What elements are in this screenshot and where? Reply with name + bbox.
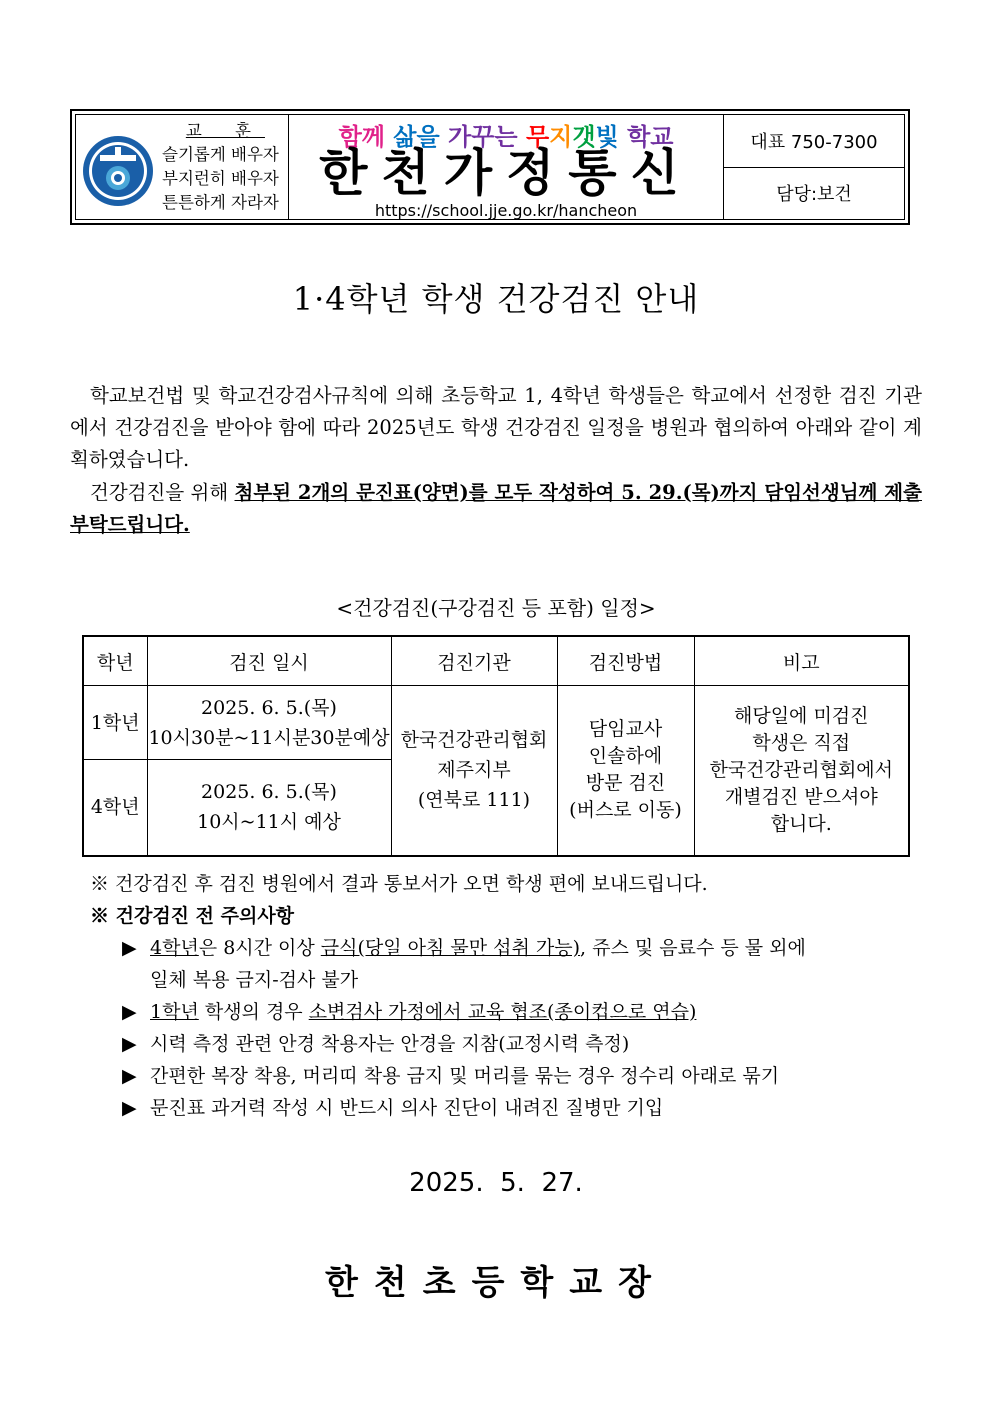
motto-title: 교 훈 [185, 121, 265, 140]
masthead-cell [289, 115, 724, 219]
method-line: 인솔하에 [588, 745, 663, 768]
datetime-cell [147, 686, 391, 760]
bullet-arrow-icon: ▶ [122, 1097, 137, 1119]
schedule-caption: <건강검진(구강검진 등 포함) 일정> [336, 596, 656, 620]
remark-line: 해당일에 미검진 [733, 704, 869, 727]
slogan-part: 빛 [595, 123, 619, 151]
method-line: 담임교사 [588, 718, 663, 741]
motto-line-3: 튼튼하게 자라자 [162, 193, 279, 212]
school-url[interactable]: https://school.jje.go.kr/hancheon [374, 201, 638, 220]
method-line: (버스로 이동) [569, 799, 682, 822]
motto-line-2: 부지런히 배우자 [162, 169, 279, 188]
request-text: 건강검진을 위해 [90, 481, 235, 504]
slogan-part: 지 [549, 123, 573, 151]
table-header-row [83, 636, 909, 686]
remark-line: 학생은 직접 [752, 731, 851, 754]
remark-line: 개별검진 받으셔야 [724, 785, 878, 808]
header-institution: 검진기관 [391, 636, 557, 686]
remark-line: 한국건강관리협회에서 [709, 758, 894, 781]
header-method: 검진방법 [557, 636, 694, 686]
caution-title: ※ 건강검진 전 주의사항 [90, 905, 295, 927]
principal-signature: 한천초등학교장 [325, 1263, 667, 1303]
institution-branch: 제주지부 [437, 759, 511, 782]
motto-line-1: 슬기롭게 배우자 [162, 145, 279, 164]
institution-cell [391, 686, 557, 856]
method-line: 방문 검진 [585, 772, 666, 795]
method-cell [557, 686, 694, 856]
newsletter-name: 한천가정통신 [319, 144, 693, 202]
header-datetime: 검진 일시 [147, 636, 391, 686]
remark-line: 합니다. [770, 812, 832, 835]
result-notice: ※ 건강검진 후 검진 병원에서 결과 통보서가 오면 학생 편에 보내드립니다. [90, 873, 708, 895]
issue-date: 2025. 5. 27. [409, 1168, 583, 1198]
bullet-arrow-icon: ▶ [122, 1001, 137, 1023]
header-grade: 학년 [83, 636, 147, 686]
bullet-arrow-icon: ▶ [122, 1065, 137, 1087]
checkup-time: 10시30분~11시분30분예상 [148, 726, 390, 749]
phone-number: 대표 750-7300 [724, 115, 904, 168]
header-remark: 비고 [694, 636, 909, 686]
intro-text: 학교보건법 및 학교건강검사규칙에 의해 초등학교 1, 4학년 학생들은 학교에서 선정한 검진 기관에서 건강검진을 받아야 함에 따라 2025년도 학생 건강검진 일정을 병원과 협의하여 아래와 같이 계획하였습니다. [70, 384, 922, 471]
document-title: 1·4학년 학생 건강검진 안내 [292, 280, 700, 318]
caution-item: ▶ 1학년 학생의 경우 소변검사 가정에서 교육 협조(종이컵으로 연습) [90, 996, 910, 1028]
bullet-arrow-icon: ▶ [122, 937, 137, 959]
caution-item: ▶ 4학년은 8시간 이상 금식(당일 아침 물만 섭취 가능), 쥬스 및 음료수 등 물 외에 [90, 932, 910, 964]
school-motto-cell [76, 115, 289, 219]
caution-item: ▶ 문진표 과거력 작성 시 반드시 의사 진단이 내려진 질병만 기입 [90, 1092, 910, 1124]
slogan-part: 가꾸는 [448, 123, 518, 151]
contact-cell [724, 115, 904, 219]
notes-section [90, 868, 910, 1124]
table-row [83, 686, 909, 760]
intro-paragraph [70, 380, 922, 476]
school-emblem-icon [82, 135, 154, 207]
motto-block [162, 119, 279, 215]
checkup-schedule-table [82, 635, 910, 857]
caution-item: ▶ 시력 측정 관련 안경 착용자는 안경을 지참(교정시력 측정) [90, 1028, 910, 1060]
grade-cell: 1학년 [83, 686, 147, 760]
remark-cell [694, 686, 909, 856]
checkup-date: 2025. 6. 5.(목) [201, 696, 337, 719]
request-paragraph [70, 477, 922, 541]
datetime-cell [147, 760, 391, 856]
caution-item-continued: 일체 복용 금지-검사 불가 [150, 969, 359, 991]
checkup-date: 2025. 6. 5.(목) [201, 781, 337, 804]
institution-name: 한국건강관리협회 [400, 729, 548, 752]
request-emphasis: 첨부된 2개의 문진표(양면)를 모두 작성하여 5. 29.(목)까지 담임선생님께 제출 부탁드립니다. [70, 481, 922, 536]
slogan-part: 함께 [338, 123, 385, 151]
slogan-part: 갯 [572, 123, 596, 151]
bullet-arrow-icon: ▶ [122, 1033, 137, 1055]
newsletter-header [70, 109, 910, 225]
header-inner-frame [75, 114, 905, 220]
slogan-part: 삶을 [393, 123, 440, 151]
slogan-part: 무 [525, 123, 550, 151]
institution-address: (연북로 111) [417, 789, 531, 812]
caution-item: ▶ 간편한 복장 착용, 머리띠 착용 금지 및 머리를 묶는 경우 정수리 아래로 묶기 [90, 1060, 910, 1092]
contact-department: 담당:보건 [776, 184, 852, 206]
slogan-part: 학교 [627, 123, 674, 151]
checkup-time: 10시~11시 예상 [197, 811, 341, 834]
grade-cell: 4학년 [83, 760, 147, 856]
